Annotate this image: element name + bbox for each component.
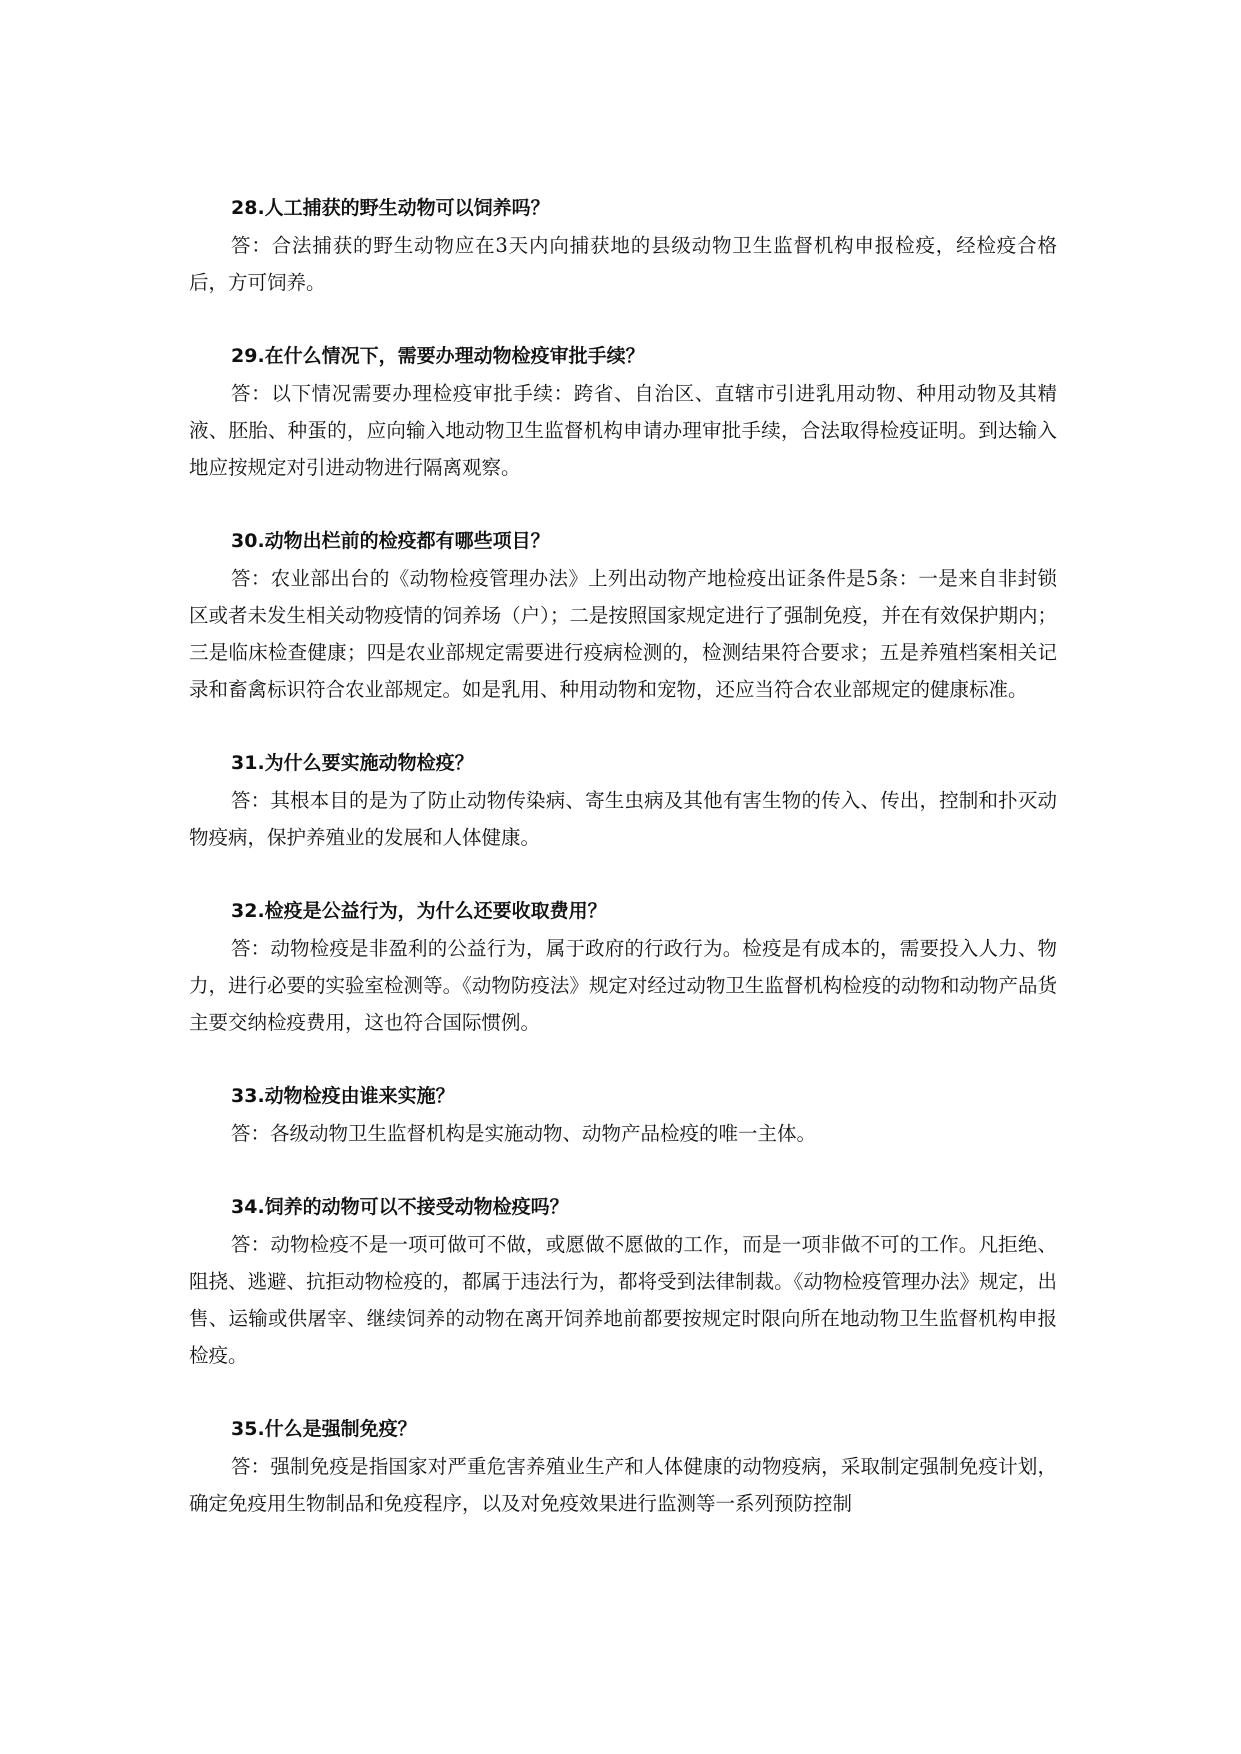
question-heading: 35.什么是强制免疫？ [231, 1418, 417, 1440]
qa-item-31 [189, 745, 1057, 856]
question-heading: 31.为什么要实施动物检疫？ [231, 752, 474, 774]
question-heading: 29.在什么情况下，需要办理动物检疫审批手续？ [231, 345, 645, 367]
qa-item-32 [189, 893, 1057, 1041]
answer-paragraph: 答：动物检疫不是一项可做可不做，或愿做不愿做的工作，而是一项非做不可的工作。凡拒绝、阻挠、逃避、抗拒动物检疫的，都属于违法行为，都将受到法律制裁。《动物检疫管理办法》规定，出售、运输或供屠宰、继续饲养的动物在离开饲养地前都要按规定时限向所在地动物卫生监督机构申报检疫。 [189, 1233, 1057, 1367]
qa-item-28 [189, 190, 1057, 301]
qa-item-29 [189, 338, 1057, 486]
qa-item-34 [189, 1189, 1057, 1374]
answer-paragraph: 答：强制免疫是指国家对严重危害养殖业生产和人体健康的动物疫病，采取制定强制免疫计划，确定免疫用生物制品和免疫程序，以及对免疫效果进行监测等一系列预防控制 [189, 1455, 1057, 1515]
answer-paragraph: 答：各级动物卫生监督机构是实施动物、动物产品检疫的唯一主体。 [231, 1122, 817, 1145]
question-heading: 30.动物出栏前的检疫都有哪些项目？ [231, 530, 550, 552]
answer-paragraph: 答：动物检疫是非盈利的公益行为，属于政府的行政行为。检疫是有成本的，需要投入人力、物力，进行必要的实验室检测等。《动物防疫法》规定对经过动物卫生监督机构检疫的动物和动物产品货主要交纳检疫费用，这也符合国际惯例。 [189, 937, 1057, 1034]
question-heading: 32.检疫是公益行为，为什么还要收取费用？ [231, 900, 607, 922]
question-heading: 28.人工捕获的野生动物可以饲养吗？ [231, 197, 550, 219]
answer-paragraph: 答：其根本目的是为了防止动物传染病、寄生虫病及其他有害生物的传入、传出，控制和扑灭动物疫病，保护养殖业的发展和人体健康。 [189, 789, 1057, 849]
qa-item-30 [189, 523, 1057, 708]
question-heading: 34.饲养的动物可以不接受动物检疫吗？ [231, 1196, 569, 1218]
qa-item-33 [189, 1078, 1057, 1152]
document-page [189, 190, 1057, 1559]
qa-item-35 [189, 1411, 1057, 1522]
answer-paragraph: 答：合法捕获的野生动物应在3天内向捕获地的县级动物卫生监督机构申报检疫，经检疫合格后，方可饲养。 [189, 234, 1057, 294]
answer-paragraph: 答：农业部出台的《动物检疫管理办法》上列出动物产地检疫出证条件是5条：一是来自非封锁区或者未发生相关动物疫情的饲养场（户）；二是按照国家规定进行了强制免疫，并在有效保护期内；三是临床检查健康；四是农业部规定需要进行疫病检测的，检测结果符合要求；五是养殖档案相关记录和畜禽标识符合农业部规定。如是乳用、种用动物和宠物，还应当符合农业部规定的健康标准。 [189, 567, 1057, 701]
answer-paragraph: 答：以下情况需要办理检疫审批手续：跨省、自治区、直辖市引进乳用动物、种用动物及其精液、胚胎、种蛋的，应向输入地动物卫生监督机构申请办理审批手续，合法取得检疫证明。到达输入地应按规定对引进动物进行隔离观察。 [189, 382, 1057, 479]
question-heading: 33.动物检疫由谁来实施？ [231, 1085, 455, 1107]
